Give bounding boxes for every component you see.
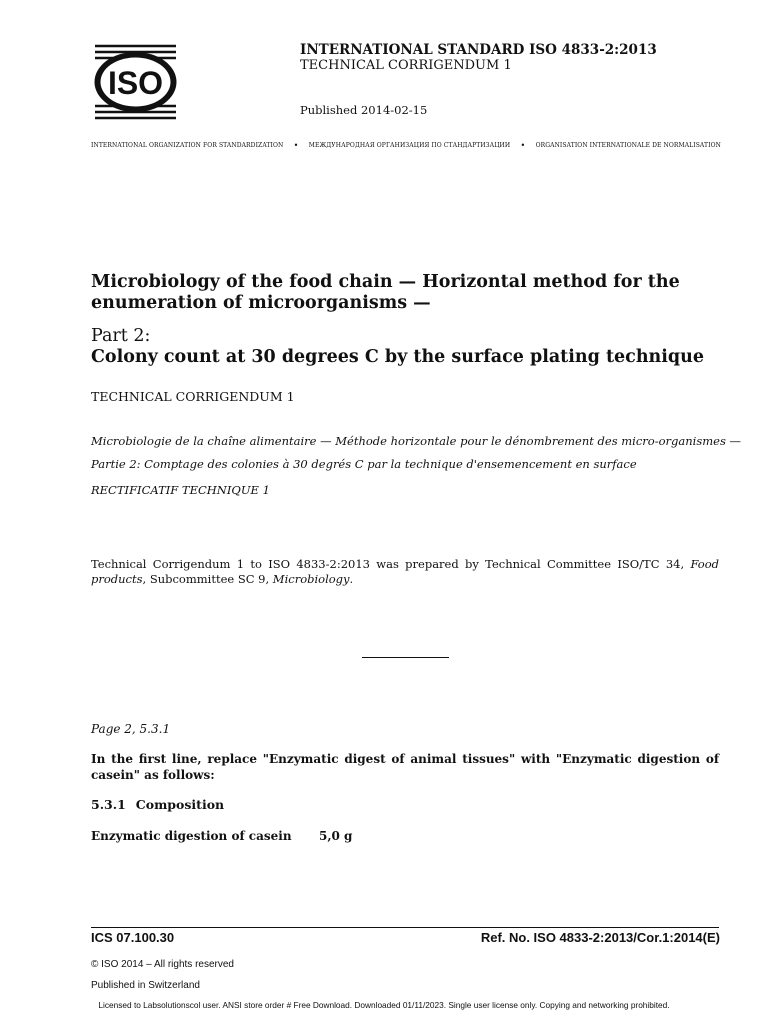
ingredient-name: Enzymatic digestion of casein <box>91 829 292 843</box>
preparation-text: , Subcommittee SC 9, <box>142 572 273 586</box>
bullet-separator: • <box>293 140 299 150</box>
bullet-separator: • <box>520 140 526 150</box>
corrigendum-header: TECHNICAL CORRIGENDUM 1 <box>300 58 512 73</box>
french-part-title: Partie 2: Comptage des colonies à 30 degrés C par la technique d'ensemencement en surface <box>91 457 637 471</box>
french-corrigendum-label: RECTIFICATIF TECHNIQUE 1 <box>91 483 270 497</box>
preparation-text: . <box>349 572 354 586</box>
preparation-statement <box>91 557 719 587</box>
subcommittee-name: Microbiology <box>272 572 350 586</box>
section-divider <box>362 657 449 658</box>
committee-name: Food products <box>91 557 719 586</box>
clause-heading <box>91 797 234 812</box>
corrigendum-label: TECHNICAL CORRIGENDUM 1 <box>91 389 295 404</box>
copyright-notice: © ISO 2014 – All rights reserved <box>91 959 234 970</box>
svg-text:ISO: ISO <box>107 65 164 101</box>
part-label: Part 2: <box>91 326 151 346</box>
change-instruction: In the first line, replace "Enzymatic digest of animal tissues" with "Enzymatic digestion of casein" as follows: <box>91 752 719 782</box>
standard-number: INTERNATIONAL STANDARD ISO 4833-2:2013 <box>300 42 657 58</box>
document-title: Microbiology of the food chain — Horizontal method for the enumeration of microorganisms — <box>91 272 680 313</box>
part-title: Colony count at 30 degrees C by the surface plating technique <box>91 347 705 367</box>
ics-code: ICS 07.100.30 <box>91 930 175 945</box>
clause-number: 5.3.1 <box>91 797 126 812</box>
published-date: Published 2014-02-15 <box>300 103 428 117</box>
french-title: Microbiologie de la chaîne alimentaire — Méthode horizontale pour le dénombrement des micro-organismes — <box>91 434 741 448</box>
published-location: Published in Switzerland <box>91 980 200 991</box>
reference-number: Ref. No. ISO 4833-2:2013/Cor.1:2014(E) <box>480 930 720 945</box>
license-notice: Licensed to Labsolutionscol user. ANSI store order # Free Download. Downloaded 01/11/2023. Single user license only. Copying and networking prohibited. <box>98 1000 670 1010</box>
org-name-russian: МЕЖДУНАРОДНАЯ ОРГАНИЗАЦИЯ ПО СТАНДАРТИЗАЦИИ <box>308 141 511 149</box>
org-name-english: INTERNATIONAL ORGANIZATION FOR STANDARDIZATION <box>91 141 284 149</box>
iso-logo <box>93 42 178 122</box>
ingredient-quantity: 5,0 g <box>319 829 353 843</box>
preparation-text: Technical Corrigendum 1 to ISO 4833-2:2013 was prepared by Technical Committee ISO/TC 34, <box>91 557 691 571</box>
org-name-french: ORGANISATION INTERNATIONALE DE NORMALISATION <box>535 141 721 149</box>
footer-rule <box>91 927 719 928</box>
page-reference: Page 2, 5.3.1 <box>91 722 171 736</box>
clause-title: Composition <box>135 797 225 812</box>
organization-names <box>91 140 721 150</box>
